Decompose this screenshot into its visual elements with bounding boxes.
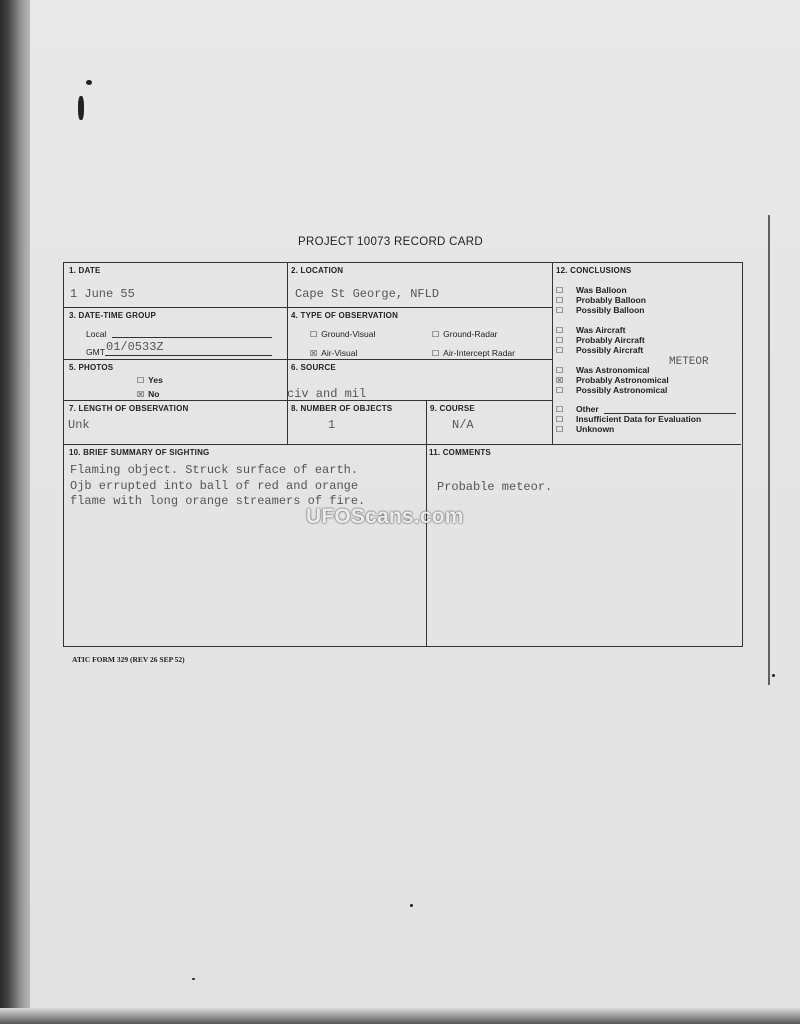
conclusion-probably-astronomical bbox=[556, 375, 669, 385]
gmt-value: 01/0533Z bbox=[106, 340, 164, 354]
location-label: 2. LOCATION bbox=[291, 266, 344, 275]
conclusion-text: Was Astronomical bbox=[576, 365, 650, 375]
divider bbox=[64, 359, 552, 360]
divider bbox=[64, 307, 552, 308]
checkbox-empty-icon: ☐ bbox=[556, 296, 564, 305]
conclusion-text: Probably Astronomical bbox=[576, 375, 669, 385]
checkbox-checked-icon: ☒ bbox=[310, 349, 318, 358]
option-text: Air-Intercept Radar bbox=[443, 348, 515, 358]
comments-value: Probable meteor. bbox=[437, 480, 553, 494]
conclusion-text: Insufficient Data for Evaluation bbox=[576, 414, 702, 424]
brief-summary-label: 10. BRIEF SUMMARY OF SIGHTING bbox=[69, 448, 210, 457]
checkbox-empty-icon: ☐ bbox=[556, 286, 564, 295]
summary-line: flame with long orange streamers of fire. bbox=[70, 494, 366, 508]
option-text: Ground-Radar bbox=[443, 329, 498, 339]
dust-speck bbox=[192, 978, 195, 980]
checkbox-empty-icon: ☐ bbox=[310, 330, 318, 339]
conclusion-other bbox=[556, 404, 599, 414]
conclusion-text: Possibly Astronomical bbox=[576, 385, 668, 395]
card-title: PROJECT 10073 RECORD CARD bbox=[298, 236, 483, 248]
conclusion-probably-balloon bbox=[556, 295, 646, 305]
gmt-line bbox=[105, 355, 272, 356]
photos-yes-option bbox=[137, 375, 163, 385]
summary-line: Ojb errupted into ball of red and orange bbox=[70, 479, 359, 493]
divider bbox=[287, 263, 288, 444]
conclusion-possibly-aircraft bbox=[556, 345, 643, 355]
conclusion-annotation: METEOR bbox=[669, 356, 709, 368]
conclusion-was-balloon bbox=[556, 285, 627, 295]
checkbox-empty-icon: ☐ bbox=[432, 349, 440, 358]
conclusion-insufficient-data bbox=[556, 414, 701, 424]
ink-blot-mark bbox=[78, 96, 84, 120]
checkbox-empty-icon: ☐ bbox=[556, 366, 564, 375]
divider bbox=[64, 444, 741, 445]
conclusion-text: Possibly Balloon bbox=[576, 305, 645, 315]
gmt-label: GMT bbox=[86, 347, 105, 357]
checkbox-empty-icon: ☐ bbox=[137, 376, 145, 385]
option-text: Yes bbox=[148, 375, 163, 385]
conclusion-text: Unknown bbox=[576, 424, 615, 434]
dust-speck bbox=[410, 904, 413, 907]
conclusions-label: 12. CONCLUSIONS bbox=[556, 266, 632, 275]
conclusion-was-astronomical bbox=[556, 365, 650, 375]
number-of-objects-label: 8. NUMBER OF OBJECTS bbox=[291, 404, 393, 413]
type-of-observation-label: 4. TYPE OF OBSERVATION bbox=[291, 311, 399, 320]
conclusion-text: Was Aircraft bbox=[576, 325, 626, 335]
form-number: ATIC FORM 329 (REV 26 SEP 52) bbox=[72, 655, 185, 664]
conclusion-possibly-astronomical bbox=[556, 385, 667, 395]
ground-visual-option bbox=[310, 329, 375, 339]
checkbox-empty-icon: ☐ bbox=[556, 336, 564, 345]
conclusion-possibly-balloon bbox=[556, 305, 645, 315]
dust-speck bbox=[772, 674, 775, 677]
watermark: UFOScans.com bbox=[306, 505, 464, 528]
checkbox-empty-icon: ☐ bbox=[556, 425, 564, 434]
photos-no-option bbox=[137, 389, 160, 399]
option-text: Air-Visual bbox=[321, 348, 358, 358]
comments-label: 11. COMMENTS bbox=[429, 448, 491, 457]
course-value: N/A bbox=[452, 418, 474, 432]
option-text: Ground-Visual bbox=[321, 329, 376, 339]
checkbox-empty-icon: ☐ bbox=[556, 326, 564, 335]
checkbox-empty-icon: ☐ bbox=[556, 306, 564, 315]
source-value: civ and mil bbox=[287, 387, 367, 401]
checkbox-empty-icon: ☐ bbox=[432, 330, 440, 339]
divider bbox=[552, 263, 553, 444]
scan-shadow-bottom bbox=[0, 1008, 800, 1024]
date-value: 1 June 55 bbox=[70, 287, 135, 301]
ink-blot-mark bbox=[86, 80, 92, 85]
number-of-objects-value: 1 bbox=[328, 418, 336, 432]
summary-line: Flaming object. Struck surface of earth. bbox=[70, 463, 359, 477]
conclusion-text: Possibly Aircraft bbox=[576, 345, 644, 355]
local-time-line bbox=[112, 337, 272, 338]
conclusion-text: Other bbox=[576, 404, 599, 414]
checkbox-empty-icon: ☐ bbox=[556, 346, 564, 355]
conclusion-unknown bbox=[556, 424, 614, 434]
air-intercept-radar-option bbox=[432, 348, 515, 358]
option-text: No bbox=[148, 389, 160, 399]
conclusion-text: Probably Balloon bbox=[576, 295, 646, 305]
checkbox-empty-icon: ☐ bbox=[556, 415, 564, 424]
ground-radar-option bbox=[432, 329, 498, 339]
checkbox-checked-icon: ☒ bbox=[556, 376, 564, 385]
checkbox-empty-icon: ☐ bbox=[556, 386, 564, 395]
conclusion-probably-aircraft bbox=[556, 335, 645, 345]
air-visual-option bbox=[310, 348, 357, 358]
length-of-observation-value: Unk bbox=[68, 418, 90, 432]
conclusion-was-aircraft bbox=[556, 325, 625, 335]
length-of-observation-label: 7. LENGTH OF OBSERVATION bbox=[69, 404, 189, 413]
date-time-group-label: 3. DATE-TIME GROUP bbox=[69, 311, 157, 320]
checkbox-checked-icon: ☒ bbox=[137, 390, 145, 399]
date-label: 1. DATE bbox=[69, 266, 101, 275]
conclusion-text: Probably Aircraft bbox=[576, 335, 645, 345]
local-time-label: Local bbox=[86, 329, 107, 339]
course-label: 9. COURSE bbox=[430, 404, 475, 413]
paper-edge-line bbox=[768, 215, 770, 685]
conclusion-text: Was Balloon bbox=[576, 285, 627, 295]
checkbox-empty-icon: ☐ bbox=[556, 405, 564, 414]
location-value: Cape St George, NFLD bbox=[295, 287, 440, 301]
source-label: 6. SOURCE bbox=[291, 363, 336, 372]
photos-label: 5. PHOTOS bbox=[69, 363, 114, 372]
